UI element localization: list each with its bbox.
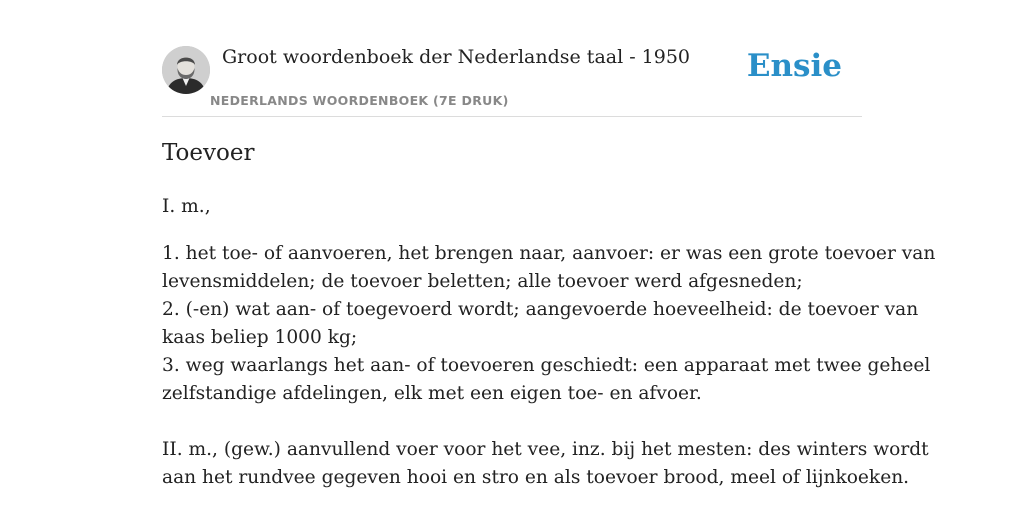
definition-line: kaas beliep 1000 kg; <box>162 327 358 348</box>
book-subtitle: NEDERLANDS WOORDENBOEK (7E DRUK) <box>210 93 509 108</box>
ensie-logo[interactable]: Ensie <box>746 48 842 84</box>
definition-line: II. m., (gew.) aanvullend voer voor het vee, inz. bij het mesten: des winters wordt <box>162 439 929 460</box>
dictionary-header <box>162 44 862 117</box>
definition-line: zelfstandige afdelingen, elk met een eigen toe- en afvoer. <box>162 383 702 404</box>
paragraph-gap <box>162 408 874 436</box>
portrait-image <box>162 46 210 94</box>
definition-line: 3. weg waarlangs het aan- of toevoeren geschiedt: een apparaat met twee geheel <box>162 355 931 376</box>
definition-line: levensmiddelen; de toevoer beletten; alle toevoer werd afgesneden; <box>162 271 803 292</box>
book-title[interactable]: Groot woordenboek der Nederlandse taal - 1950 <box>222 46 691 68</box>
definition-line: aan het rundvee gegeven hooi en stro en als toevoer brood, meel of lijnkoeken. <box>162 467 910 488</box>
entry-body <box>162 193 936 492</box>
entry-headword: Toevoer <box>162 140 255 166</box>
definition-line: 1. het toe- of aanvoeren, het brengen naar, aanvoer: er was een grote toevoer van <box>162 243 936 264</box>
entry-grammar: I. m., <box>162 196 211 217</box>
author-portrait[interactable] <box>162 46 210 94</box>
definition-line: 2. (-en) wat aan- of toegevoerd wordt; aangevoerde hoeveelheid: de toevoer van <box>162 299 919 320</box>
